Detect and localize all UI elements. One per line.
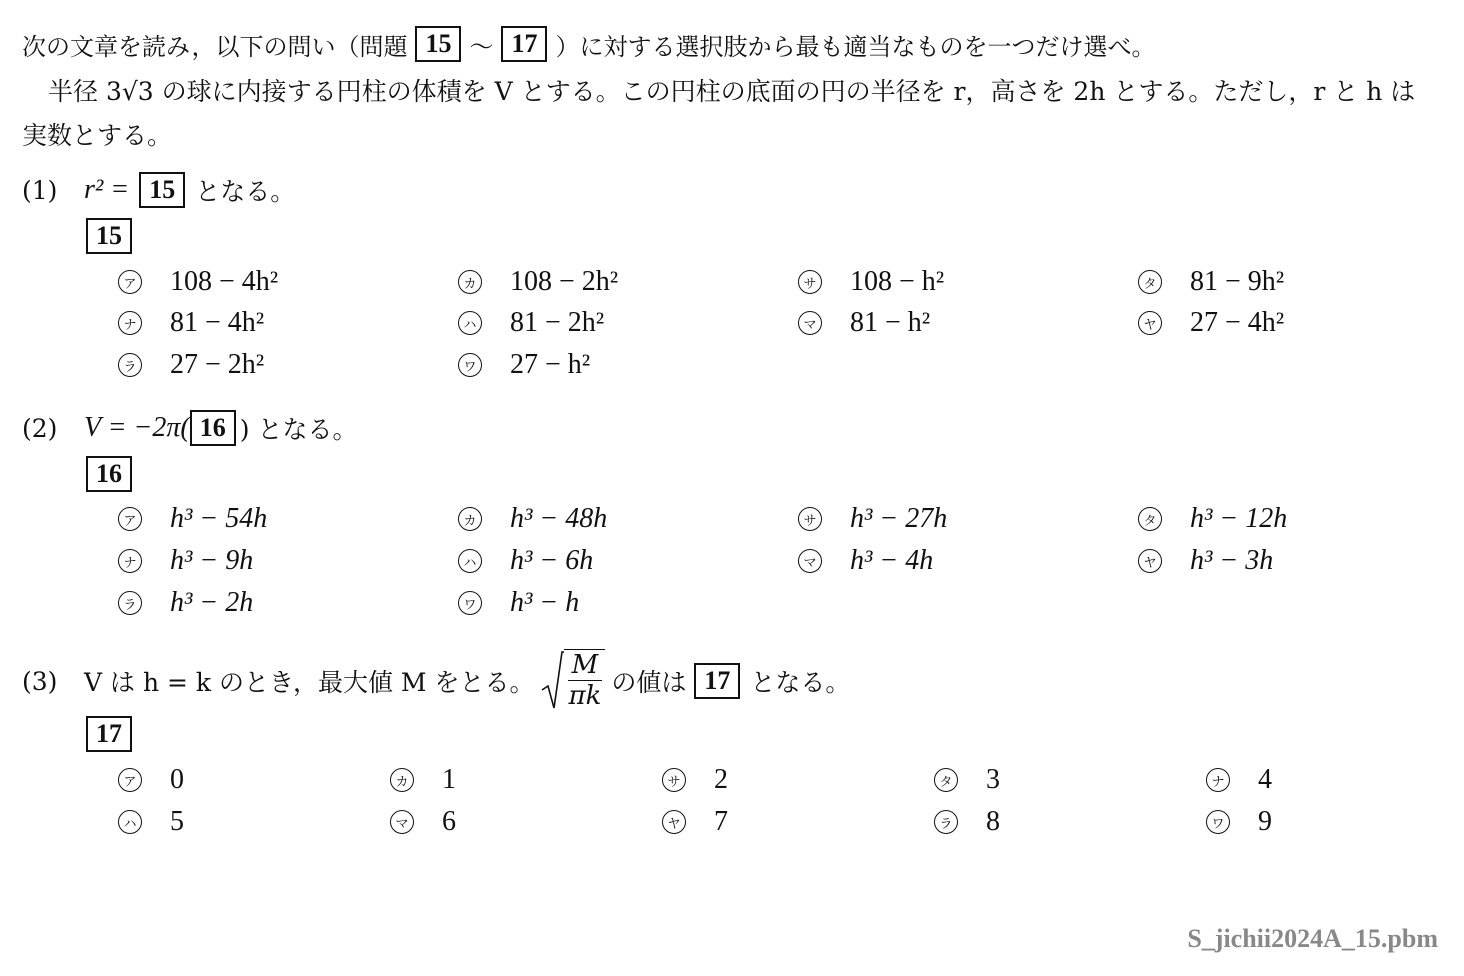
option-q1-b[interactable]: [458, 266, 618, 298]
option-marker: ワ: [458, 353, 482, 377]
option-marker: サ: [662, 768, 686, 792]
option-text: 9: [1258, 806, 1272, 837]
option-q1-a[interactable]: [118, 266, 278, 298]
option-marker: ア: [118, 270, 142, 294]
question-number-box: 15: [415, 26, 461, 62]
option-q1-e[interactable]: [118, 307, 264, 339]
option-marker: マ: [390, 810, 414, 834]
question-1: [22, 172, 295, 208]
option-q3-g[interactable]: [390, 806, 456, 838]
option-marker: ナ: [118, 311, 142, 335]
option-text: 3: [986, 764, 1000, 795]
option-marker: カ: [458, 507, 482, 531]
option-marker: ハ: [458, 311, 482, 335]
option-text: 108 − 2h²: [510, 266, 619, 297]
option-q2-c[interactable]: [798, 503, 947, 535]
answer-box: 16: [190, 410, 236, 446]
option-marker: ア: [118, 768, 142, 792]
option-q2-h[interactable]: [1138, 545, 1273, 577]
option-marker: タ: [1138, 507, 1162, 531]
option-q1-g[interactable]: [798, 307, 930, 339]
question-3: [22, 650, 850, 712]
question-label: (2): [22, 413, 58, 443]
option-q3-c[interactable]: [662, 764, 728, 796]
instruction-line: [22, 26, 1155, 62]
option-marker: ナ: [118, 549, 142, 573]
option-text: 5: [170, 806, 184, 837]
option-text: h³ − 12h: [1190, 503, 1288, 534]
option-marker: ラ: [118, 353, 142, 377]
option-marker: カ: [390, 768, 414, 792]
question-suffix: となる。: [195, 177, 296, 206]
option-q1-h[interactable]: [1138, 307, 1284, 339]
option-q2-i[interactable]: [118, 587, 253, 619]
option-text: 6: [442, 806, 456, 837]
option-marker: ヤ: [1138, 549, 1162, 573]
option-q3-b[interactable]: [390, 764, 456, 796]
option-marker: ヤ: [662, 810, 686, 834]
option-q3-i[interactable]: [934, 806, 1000, 838]
tilde: ～: [469, 32, 494, 61]
question-expression: r² =: [84, 174, 130, 205]
answer-box: 15: [139, 172, 185, 208]
statement-line-2: 実数とする。: [22, 121, 173, 150]
option-text: h³ − 4h: [850, 545, 934, 576]
option-text: h³ − 9h: [170, 545, 254, 576]
option-text: 81 − 4h²: [170, 307, 265, 338]
answer-box: 17: [694, 663, 740, 699]
option-q1-i[interactable]: [118, 349, 264, 381]
option-text: 4: [1258, 764, 1272, 795]
option-q3-h[interactable]: [662, 806, 728, 838]
fraction-denominator: πk: [568, 681, 602, 711]
option-marker: ナ: [1206, 768, 1230, 792]
option-q1-j[interactable]: [458, 349, 590, 381]
question-number-box: 17: [501, 26, 547, 62]
option-q3-f[interactable]: [118, 806, 184, 838]
option-q2-d[interactable]: [1138, 503, 1287, 535]
option-text: 27 − h²: [510, 349, 591, 380]
option-text: 108 − h²: [850, 266, 945, 297]
option-text: h³ − 48h: [510, 503, 608, 534]
option-text: h³ − 3h: [1190, 545, 1274, 576]
option-marker: タ: [934, 768, 958, 792]
option-text: 81 − h²: [850, 307, 931, 338]
option-marker: ハ: [458, 549, 482, 573]
option-text: h³ − h: [510, 587, 580, 618]
option-q3-a[interactable]: [118, 764, 184, 796]
option-text: h³ − 2h: [170, 587, 254, 618]
question-suffix: となる。: [750, 668, 851, 697]
question-text-mid: の値は: [611, 668, 687, 697]
fraction: [564, 649, 605, 711]
option-text: 0: [170, 764, 184, 795]
option-marker: マ: [798, 311, 822, 335]
option-marker: ワ: [1206, 810, 1230, 834]
sqrt-sign-icon: [540, 650, 564, 712]
option-text: 2: [714, 764, 728, 795]
option-q3-j[interactable]: [1206, 806, 1272, 838]
question-2: [22, 410, 357, 446]
option-text: 108 − 4h²: [170, 266, 279, 297]
option-marker: タ: [1138, 270, 1162, 294]
option-marker: マ: [798, 549, 822, 573]
file-name-footer: S_jichii2024A_15.pbm: [1187, 924, 1438, 953]
option-text: h³ − 54h: [170, 503, 268, 534]
question-text: V は h = k のとき，最大値 M をとる。: [84, 668, 535, 697]
option-q1-c[interactable]: [798, 266, 944, 298]
question-label: (3): [22, 666, 58, 696]
option-text: 27 − 4h²: [1190, 307, 1285, 338]
option-q3-e[interactable]: [1206, 764, 1272, 796]
option-text: 1: [442, 764, 456, 795]
option-q1-d[interactable]: [1138, 266, 1284, 298]
option-marker: ハ: [118, 810, 142, 834]
option-text: h³ − 6h: [510, 545, 594, 576]
option-marker: ワ: [458, 591, 482, 615]
option-text: 8: [986, 806, 1000, 837]
answer-label-box: 15: [86, 218, 132, 254]
fraction-numerator: M: [568, 650, 603, 681]
question-suffix: ) となる。: [239, 415, 358, 444]
option-marker: ヤ: [1138, 311, 1162, 335]
option-q1-f[interactable]: [458, 307, 604, 339]
option-marker: ラ: [118, 591, 142, 615]
option-marker: サ: [798, 507, 822, 531]
option-text: 27 − 2h²: [170, 349, 265, 380]
option-text: 7: [714, 806, 728, 837]
instruction-text-after: ）に対する選択肢から最も適当なものを一つだけ選べ。: [555, 32, 1156, 61]
sqrt-fraction: [540, 650, 605, 712]
option-q2-f[interactable]: [458, 545, 593, 577]
option-text: 81 − 2h²: [510, 307, 605, 338]
statement-line-1: 半径 3√3 の球に内接する円柱の体積を V とする。この円柱の底面の円の半径を r，高さを 2h とする。ただし，r と h は: [48, 77, 1416, 106]
question-expression: V = −2π(: [84, 412, 190, 443]
answer-label-box: 17: [86, 716, 132, 752]
option-marker: カ: [458, 270, 482, 294]
option-text: h³ − 27h: [850, 503, 948, 534]
option-q2-e[interactable]: [118, 545, 253, 577]
question-label: (1): [22, 175, 58, 205]
option-q2-a[interactable]: [118, 503, 267, 535]
option-q3-d[interactable]: [934, 764, 1000, 796]
instruction-text-before: 次の文章を読み，以下の問い（問題: [22, 32, 408, 61]
answer-label-box: 16: [86, 456, 132, 492]
option-q2-b[interactable]: [458, 503, 607, 535]
option-q2-g[interactable]: [798, 545, 933, 577]
option-marker: ア: [118, 507, 142, 531]
option-text: 81 − 9h²: [1190, 266, 1285, 297]
option-q2-j[interactable]: [458, 587, 579, 619]
option-marker: ラ: [934, 810, 958, 834]
option-marker: サ: [798, 270, 822, 294]
